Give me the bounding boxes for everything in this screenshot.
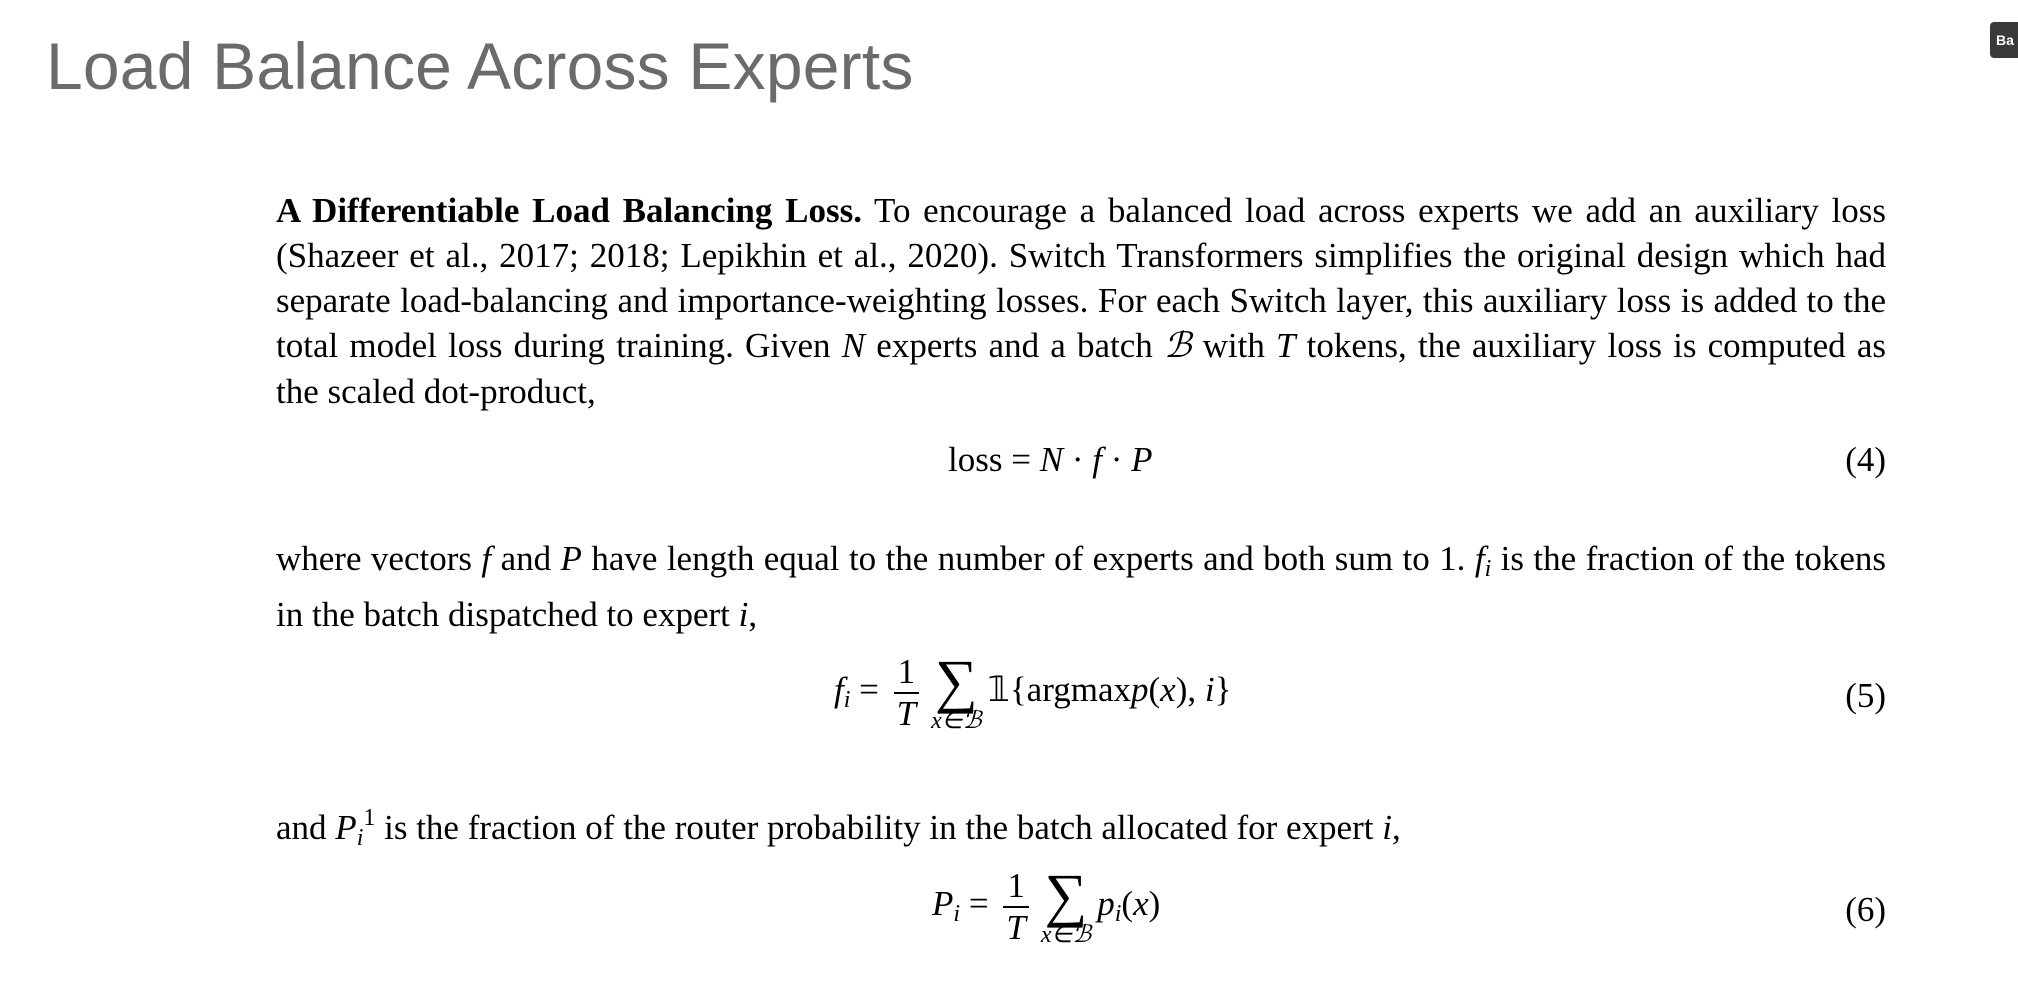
eq5-body: } <box>1214 670 1232 710</box>
paragraph-text: experts and a batch <box>865 326 1164 365</box>
math-var-pi: P <box>335 808 357 847</box>
eq6-x: x <box>1133 884 1149 924</box>
eq6-lhs: P <box>932 884 954 924</box>
eq6-fraction-numerator: 1 <box>1003 866 1029 908</box>
math-var-i: i <box>1382 808 1392 847</box>
eq5-equals: = <box>850 670 888 710</box>
paragraph-text: and <box>491 539 561 578</box>
eq6-equals: = <box>960 884 998 924</box>
eq6-summation <box>1040 862 1092 948</box>
eq6-body: ( <box>1121 884 1134 924</box>
eq6-fraction-denominator: T <box>1006 908 1026 947</box>
eq5-body: {argmax <box>1009 670 1131 710</box>
slide-title: Load Balance Across Experts <box>46 29 914 103</box>
eq5-lhs: f <box>834 670 844 710</box>
equation-6 <box>276 862 1886 976</box>
corner-badge: Ba <box>1990 22 2018 58</box>
equation-5-number: (5) <box>1845 676 1886 715</box>
footnote-marker: 1 <box>363 805 376 831</box>
eq6-body: ) <box>1148 884 1161 924</box>
eq5-x: x <box>1160 670 1176 710</box>
eq5-body: ( <box>1148 670 1161 710</box>
paragraph-text: is the fraction of the router probability in the batch allocated for expert <box>375 808 1383 847</box>
eq4-n: N <box>1039 440 1064 479</box>
eq4-f: f <box>1092 440 1102 479</box>
eq5-fraction <box>894 652 920 734</box>
eq4-dot: · <box>1063 440 1093 479</box>
eq5-sum-limit: x∈ℬ <box>931 708 982 734</box>
math-subscript-i: i <box>356 825 364 851</box>
eq5-fraction-numerator: 1 <box>894 652 920 694</box>
paragraph-load-balancing-intro <box>276 188 1886 414</box>
paragraph-text: have length equal to the number of experts and both sum to 1. <box>581 539 1475 578</box>
eq5-body: ), <box>1175 670 1205 710</box>
eq4-p: P <box>1131 440 1153 479</box>
eq5-lhs-subscript: i <box>843 687 851 714</box>
paragraph-text: To encourage a balanced load across experts we add an auxiliary loss (Shazeer et al., 2017; 2018; Lepikhin et al., 2020). Switch Transformers simplifies the original design which had separate load-balancing and importance-weighting losses. For each Switch layer, this auxiliary loss is added to the total model loss during training. Given <box>276 191 1887 365</box>
equation-4-number: (4) <box>1845 440 1886 479</box>
math-var-i: i <box>738 595 749 634</box>
math-var-fi: f <box>1474 539 1485 578</box>
equation-5-body <box>834 648 1232 734</box>
eq5-summation <box>931 648 982 734</box>
eq5-p: p <box>1131 670 1149 710</box>
eq5-indicator: 𝟙 <box>987 670 1010 710</box>
eq4-equals: = <box>1002 440 1040 479</box>
paragraph-text: and <box>276 808 336 847</box>
equation-4 <box>276 440 1886 530</box>
math-subscript-i: i <box>1484 556 1492 582</box>
math-var-batch: ℬ <box>1163 326 1192 366</box>
eq6-sigma: ∑ <box>1044 862 1088 928</box>
paragraph-p-definition <box>276 796 1886 861</box>
paragraph-lead-heading: A Differentiable Load Balancing Loss. <box>276 191 862 230</box>
paragraph-text: , <box>1391 808 1401 847</box>
eq6-fraction <box>1003 866 1029 948</box>
equation-4-body <box>948 440 1153 480</box>
math-var-f: f <box>481 539 492 578</box>
eq5-fraction-denominator: T <box>896 694 917 733</box>
eq6-lhs-subscript: i <box>953 901 961 928</box>
eq4-lhs: loss <box>948 440 1003 479</box>
paragraph-text: , <box>748 595 758 634</box>
paragraph-text: where vectors <box>276 539 482 578</box>
paragraph-text: with <box>1191 326 1277 365</box>
eq6-p: p <box>1097 884 1115 924</box>
eq5-sigma: ∑ <box>934 648 978 714</box>
math-var-p: P <box>560 539 582 578</box>
eq6-sum-limit: x∈ℬ <box>1040 922 1092 948</box>
math-var-n: N <box>841 326 866 365</box>
eq5-i: i <box>1204 670 1215 710</box>
equation-5 <box>276 648 1886 762</box>
paragraph-f-definition <box>276 536 1886 637</box>
eq4-dot: · <box>1101 440 1132 479</box>
equation-6-body <box>932 862 1161 948</box>
equation-6-number: (6) <box>1845 890 1886 929</box>
math-var-t: T <box>1276 326 1296 365</box>
eq6-p-subscript: i <box>1114 901 1122 928</box>
paragraph-text: tokens, the auxiliary loss is computed as the scaled dot-product, <box>276 326 1886 411</box>
paragraph-text: is the fraction of the tokens in the batch dispatched to expert <box>276 539 1886 634</box>
